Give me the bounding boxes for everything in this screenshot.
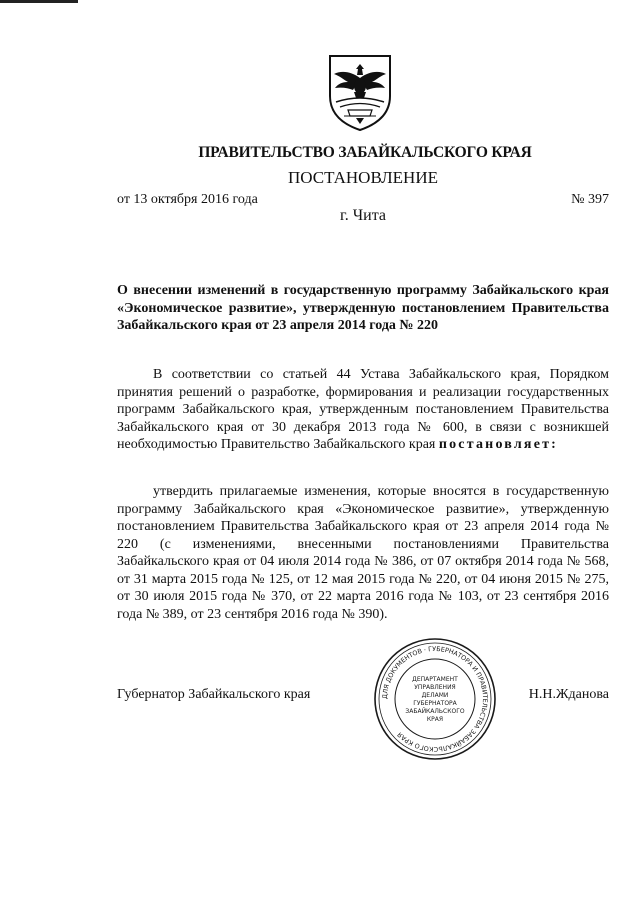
seal-line: КРАЯ — [426, 716, 444, 723]
coat-of-arms-icon — [326, 52, 394, 132]
resolves-keyword: постановляет: — [438, 437, 559, 452]
document-subject: О внесении изменений в государственную программу Забайкальского края «Экономическое развитие», утвержденную постановлением Правительства Забайкальского края от 23 апреля 2014 года № 220 — [117, 283, 609, 333]
svg-text:ДЛЯ ДОКУМЕНТОВ · ГУБЕРНАТОРА И — [381, 645, 489, 753]
document-city: г. Чита — [339, 207, 386, 224]
body-paragraph-preamble — [117, 366, 609, 454]
government-title: ПРАВИТЕЛЬСТВО ЗАБАЙКАЛЬСКОГО КРАЯ — [198, 144, 532, 161]
seal-line: ДЕПАРТАМЕНТ — [412, 676, 458, 683]
signatory-name: Н.Н.Жданова — [528, 687, 609, 702]
document-number: № 397 — [571, 192, 609, 207]
body-paragraph-resolution: утвердить прилагаемые изменения, которые вносятся в государственную программу Забайкальского края «Экономическое развитие», утвержденную постановлением Правительства Забайкальского края от 23 апреля 2014 года № 220 (с изменениями, внесенными постановлениями Правительства Забайкальского края от 04 июля 2014 года № 386, от 07 октября 2014 года № 568, от 31 марта 2015 года № 125, от 12 мая 2015 года № 220, от 04 июня 2015 № 275, от 30 июля 2015 года № 370, от 22 марта 2016 года № 103, от 23 сентября 2016 года № 389, от 23 сентября 2016 года № 390). — [117, 484, 609, 622]
document-type: ПОСТАНОВЛЕНИЕ — [287, 168, 438, 187]
signatory-title: Губернатор Забайкальского края — [117, 687, 311, 702]
official-seal-icon — [373, 637, 497, 761]
seal-line: ЗАБАЙКАЛЬСКОГО — [405, 708, 465, 715]
scan-corner-mark — [0, 0, 78, 3]
seal-line: ДЕЛАМИ — [421, 692, 449, 699]
seal-line: ГУБЕРНАТОРА — [413, 700, 457, 707]
seal-line: УПРАВЛЕНИЯ — [414, 684, 456, 691]
document-date: от 13 октября 2016 года — [117, 192, 258, 207]
seal-ring-text: ДЛЯ ДОКУМЕНТОВ · ГУБЕРНАТОРА И ПРАВИТЕЛЬСТВА ЗАБАЙКАЛЬСКОГО КРАЯ — [380, 644, 490, 754]
preamble-text: В соответствии со статьей 44 Устава Забайкальского края, Порядком принятия решений о разработке, формирования и реализации государственных программ Забайкальского края, утвержденным постановлением Правительства Забайкальского края от 30 декабря 2013 года № 600, в связи с возникшей необходимостью Правительство Забайкальского края — [117, 367, 609, 452]
